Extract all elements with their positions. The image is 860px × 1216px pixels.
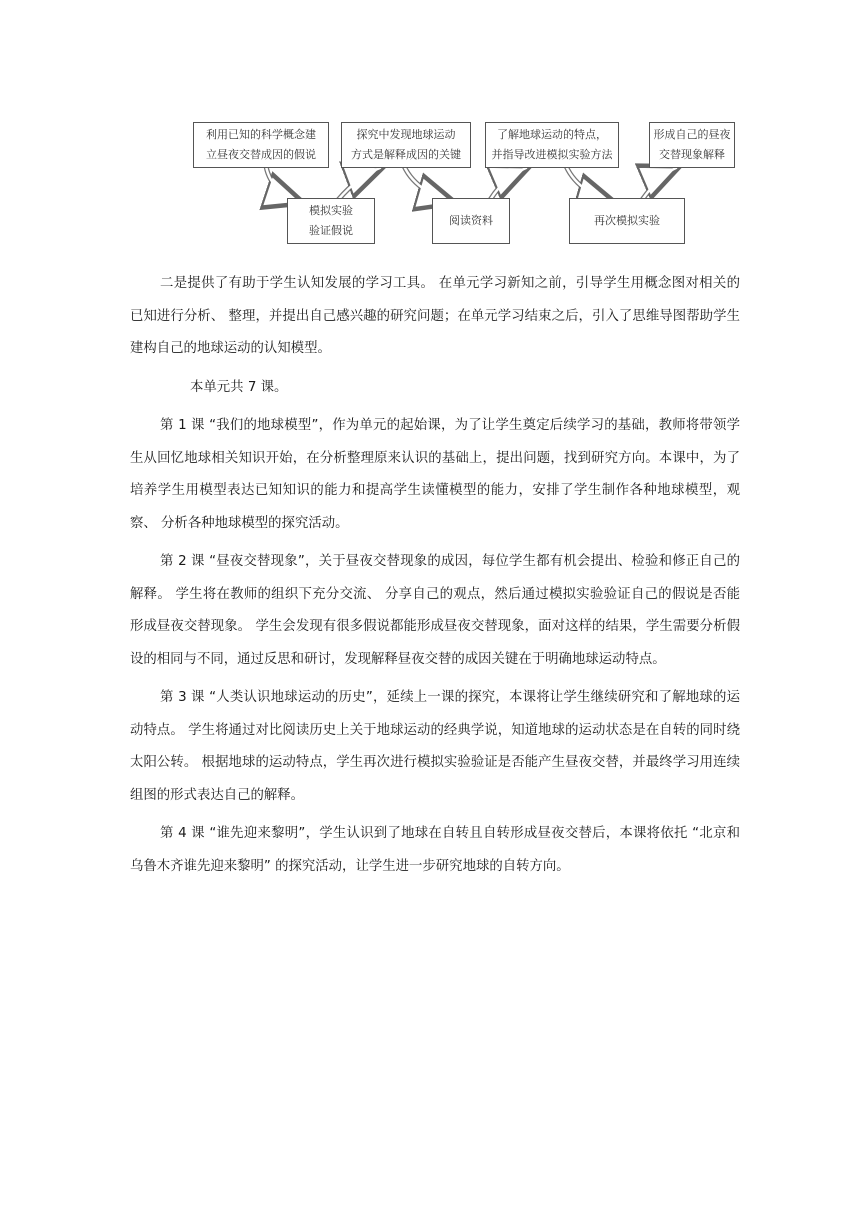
arrow-5 — [566, 166, 612, 202]
bottom-box-2 — [432, 198, 510, 244]
top-box-3 — [485, 122, 619, 168]
top-box-4-line2: 交替现象解释 — [659, 148, 725, 161]
arrow-6 — [642, 168, 676, 200]
paragraph-lesson-3: 第 3 课 “人类认识地球运动的历史”，延续上一课的探究，本课将让学生继续研究和了解地球的运动特点。 学生将通过对比阅读历史上关于地球运动的经典学说，知道地球的运动状态是在自转的同时绕太阳公转。 根据地球的运动特点，学生再次进行模拟实验验证是否能产生昼夜交替，并最终学习用连续组图的形式表达自己的解释。 — [130, 690, 740, 803]
bottom-box-1-line2: 验证假说 — [309, 224, 353, 237]
paragraph-tools: 二是提供了有助于学生认知发展的学习工具。 在单元学习新知之前，引导学生用概念图对相关的已知进行分析、 整理，并提出自己感兴趣的研究问题；在单元学习结束之后，引入了思维导图帮助学生建构自己的地球运动的认知模型。 — [130, 276, 740, 356]
arrow-2 — [338, 168, 380, 200]
bottom-box-1 — [287, 198, 375, 244]
top-box-1-line1: 利用已知的科学概念建 — [206, 128, 316, 141]
paragraph-lesson-count: 本单元共 7 课。 — [190, 379, 288, 395]
top-box-1 — [193, 122, 329, 168]
body-text — [130, 268, 740, 883]
top-box-2-line2: 方式是解释成因的关键 — [351, 148, 461, 161]
top-box-3-line2: 并指导改进模拟实验方法 — [491, 148, 613, 161]
paragraph-lesson-1: 第 1 课 “我们的地球模型”，作为单元的起始课，为了让学生奠定后续学习的基础，教师将带领学生从回忆地球相关知识开始，在分析整理原来认识的基础上，提出问题，找到研究方向。本课中，为了培养学生用模型表达已知知识的能力和提高学生读懂模型的能力，安排了学生制作各种地球模型，观察、 分析各种地球模型的探究活动。 — [130, 418, 740, 531]
bottom-box-3-line1: 再次模拟实验 — [594, 214, 660, 227]
flow-diagram — [188, 112, 738, 246]
top-box-4-line1: 形成自己的昼夜 — [653, 128, 731, 141]
top-box-1-line2: 立昼夜交替成因的假说 — [206, 148, 316, 161]
arrow-3 — [404, 166, 452, 202]
arrow-4 — [490, 168, 526, 200]
bottom-box-1-line1: 模拟实验 — [309, 204, 353, 217]
top-box-2-line1: 探究中发现地球运动 — [356, 128, 456, 141]
top-box-2 — [341, 122, 471, 168]
top-box-3-line1: 了解地球运动的特点， — [497, 128, 607, 141]
top-box-4 — [649, 122, 735, 168]
arrow-1 — [266, 166, 300, 202]
bottom-box-2-line1: 阅读资料 — [449, 214, 493, 227]
paragraph-lesson-4: 第 4 课 “谁先迎来黎明”，学生认识到了地球在自转且自转形成昼夜交替后，本课将依托 “北京和乌鲁木齐谁先迎来黎明” 的探究活动，让学生进一步研究地球的自转方向。 — [130, 826, 740, 874]
paragraph-lesson-2: 第 2 课 “昼夜交替现象”，关于昼夜交替现象的成因，每位学生都有机会提出、检验和修正自己的解释。 学生将在教师的组织下充分交流、 分享自己的观点，然后通过模拟实验验证自己的假说是否能形成昼夜交替现象。 学生会发现有很多假说都能形成昼夜交替现象，面对这样的结果，学生需要分析假设的相同与不同，通过反思和研讨，发现解释昼夜交替的成因关键在于明确地球运动特点。 — [130, 554, 740, 667]
bottom-box-3 — [569, 198, 685, 244]
